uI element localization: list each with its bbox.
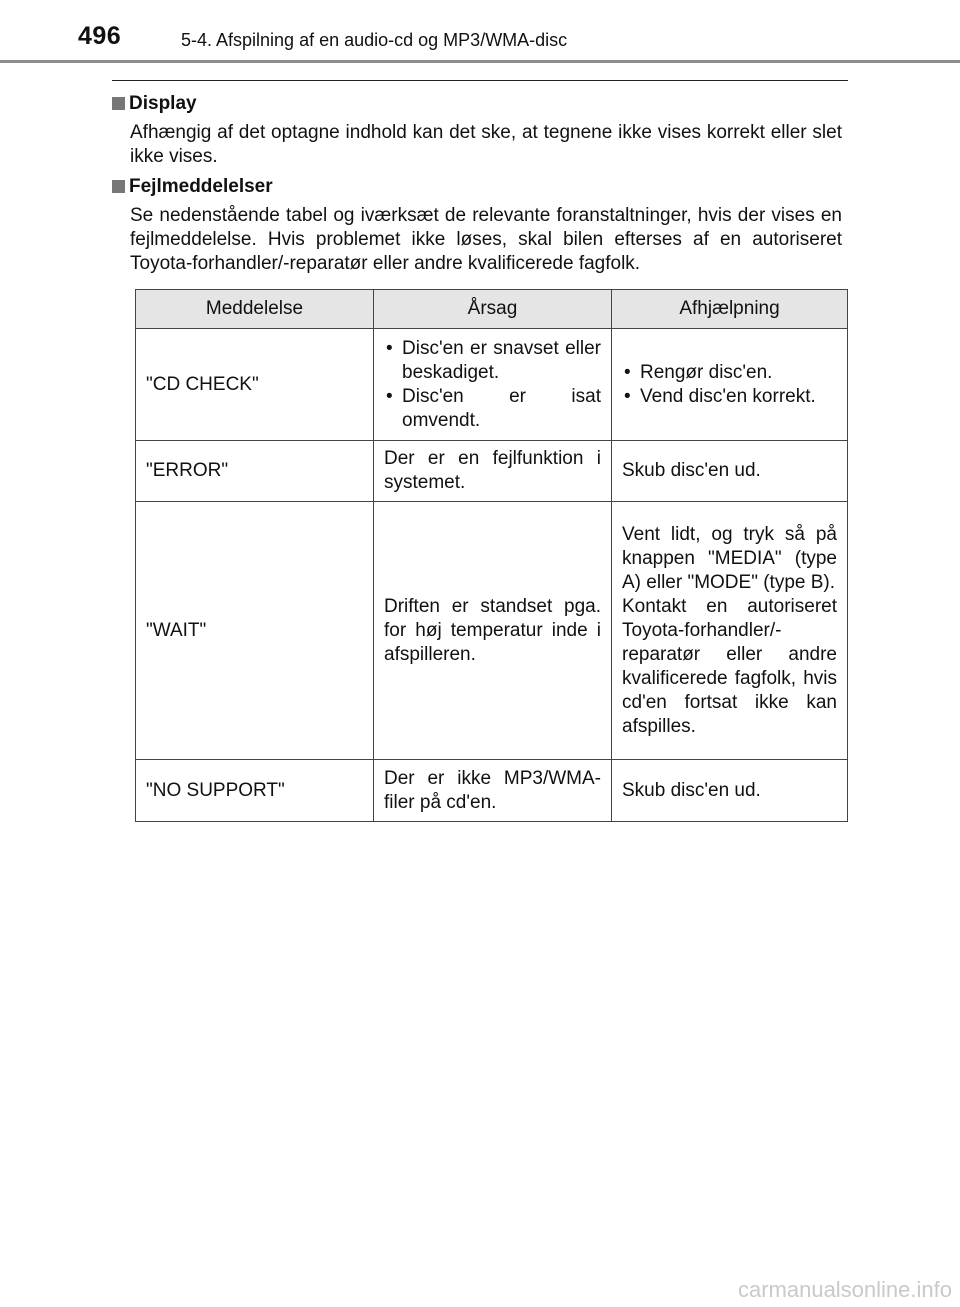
remedy-cell: Skub disc'en ud. (612, 760, 848, 822)
error-messages-table (135, 289, 848, 822)
list-item: • Disc'en er snavset eller beskadiget. (384, 337, 601, 385)
message-cell: "NO SUPPORT" (136, 760, 374, 822)
remedy-paragraph: Kontakt en autoriseret Toyota-forhandler/-reparatør eller andre kvalificerede fagfolk, hvis cd'en fortsat ikke kan afspilles. (622, 595, 837, 737)
square-bullet-icon (112, 97, 125, 110)
square-bullet-icon (112, 180, 125, 193)
cause-list (384, 337, 601, 433)
header-remedy: Afhjælpning (612, 290, 848, 329)
table-row (136, 760, 848, 822)
table-row (136, 441, 848, 502)
cause-cell: Der er en fejlfunktion i systemet. (374, 441, 612, 502)
header-cause: Årsag (374, 290, 612, 329)
list-item: • Rengør disc'en. (622, 361, 837, 385)
section-title: 5-4. Afspilning af en audio-cd og MP3/WMA-disc (181, 30, 568, 50)
remedy-list (622, 361, 837, 409)
remedy-cell: Skub disc'en ud. (612, 441, 848, 502)
cause-cell: Der er ikke MP3/WMA-filer på cd'en. (374, 760, 612, 822)
errors-section (112, 174, 842, 276)
errors-heading (112, 174, 842, 200)
remedy-paragraph: Vent lidt, og tryk så på knappen "MEDIA" (type A) eller "MODE" (type B). (622, 523, 837, 593)
table-row (136, 329, 848, 441)
display-heading (112, 91, 842, 117)
display-section (112, 91, 842, 169)
message-cell: "ERROR" (136, 441, 374, 502)
display-body: Afhængig af det optagne indhold kan det ske, at tegnene ikke vises korrekt eller slet ikke vises. (130, 122, 842, 167)
cause-cell (374, 329, 612, 441)
watermark: carmanualsonline.info (737, 1277, 952, 1302)
errors-heading-text: Fejlmeddelelser (129, 176, 273, 197)
page-header (0, 0, 960, 62)
table-row (136, 502, 848, 760)
header-divider (0, 60, 960, 63)
message-cell: "CD CHECK" (136, 329, 374, 441)
table-header-row (136, 290, 848, 329)
message-cell: "WAIT" (136, 502, 374, 760)
content-divider (112, 80, 848, 81)
remedy-cell (612, 502, 848, 760)
errors-body: Se nedenstående tabel og iværksæt de relevante foranstaltninger, hvis der vises en fejlmeddelelse. Hvis problemet ikke løses, skal bilen efterses af en autoriseret Toyota-forhandler/-reparatør eller andre kvalificerede fagfolk. (130, 205, 842, 274)
display-heading-text: Display (129, 93, 197, 114)
cause-cell: Driften er standset pga. for høj temperatur inde i afspilleren. (374, 502, 612, 760)
list-item: • Vend disc'en korrekt. (622, 385, 837, 409)
remedy-cell (612, 329, 848, 441)
header-message: Meddelelse (136, 290, 374, 329)
list-item: • Disc'en er isat omvendt. (384, 385, 601, 433)
page-number: 496 (78, 22, 122, 50)
